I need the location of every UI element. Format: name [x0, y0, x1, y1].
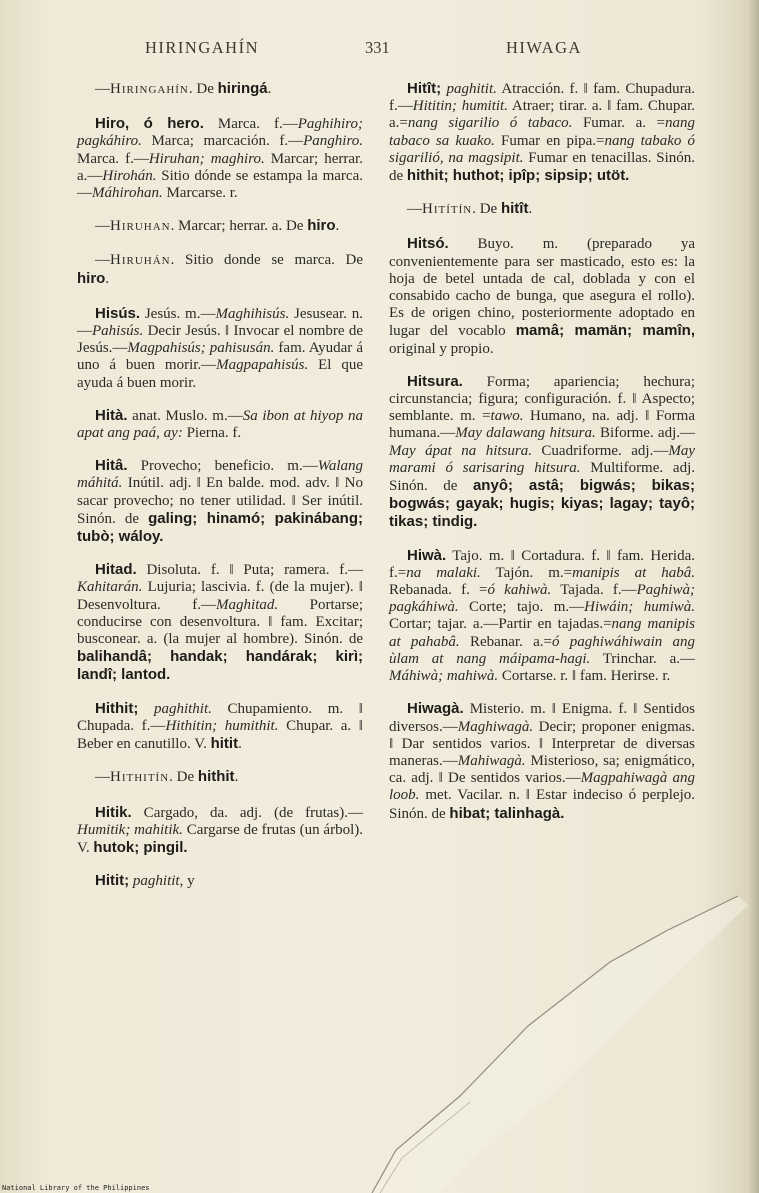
- tagalog-example: Magpahisús; pahisusán.: [127, 340, 275, 357]
- definition-text: Buyo. m. (preparado ya convenientemente para ser masticado, esto es: la hoja de betel untada de cal, doblada y con el consabido cacho de bunga, que asegura el rollo). Es de origen chino, posteriormente adoptado en lugar del vocablo: [389, 236, 695, 340]
- tagalog-example: na malaki.: [406, 564, 481, 581]
- definition-text: original y propio.: [389, 340, 494, 357]
- headword: Hiwagà.: [407, 700, 464, 718]
- headword: Hità.: [95, 406, 128, 424]
- derived-form: Hithitín: [110, 769, 170, 786]
- headword: galing; hinamó; pakinábang; tubò; wáloy.: [77, 509, 363, 546]
- tagalog-example: nang tabako ó sigarilió, na magsipit.: [389, 132, 696, 166]
- definition-text: Tajón. m.=: [480, 564, 573, 581]
- headword: Hitâ.: [95, 457, 128, 475]
- headword: Hitad.: [95, 561, 137, 579]
- headword: hiro: [77, 269, 106, 287]
- definition-text: Fumar en tenacillas. Sinón. de: [389, 149, 695, 185]
- definition-text: Corte; tajo. m.—: [458, 599, 585, 616]
- tagalog-example: paghithit.: [153, 700, 212, 717]
- definition-text: Tajada. f.—: [551, 582, 637, 599]
- definition-text: El que ayuda á buen morir.: [77, 357, 363, 391]
- definition-text: Decir; proponer enigmas. ‖ Dar sentidos varios. ‖ Interpretar de diversas maneras.—: [389, 718, 695, 769]
- definition-text: —: [95, 252, 110, 269]
- tagalog-example: Máhirohan.: [92, 185, 163, 202]
- definition-text: —: [95, 81, 110, 97]
- tagalog-example: Paghihiro; pagkáhiro.: [77, 116, 363, 150]
- tagalog-example: Humitik; mahitik.: [77, 821, 183, 838]
- tagalog-example: Maghitad.: [216, 596, 279, 613]
- headword: Hitsura.: [407, 372, 463, 390]
- tagalog-example: ó kahiwà.: [487, 582, 552, 599]
- tagalog-example: nang tabaco sa kuako.: [389, 115, 695, 149]
- tagalog-example: paghitit.: [446, 81, 497, 97]
- definition-text: .: [238, 736, 242, 753]
- definition-text: . Sitio donde se marca. De: [170, 252, 363, 269]
- tagalog-example: Hithitin; humithit.: [165, 717, 279, 734]
- definition-text: Lujuria; lascivia. f. (de la mujer). ‖ Desenvoltura. f.—: [77, 579, 363, 613]
- definition-text: Humano, na. adj. ‖ Forma humana.—: [389, 408, 695, 442]
- headword: Hitik.: [95, 803, 132, 821]
- definition-text: Inútil. adj. ‖ En balde. mod. adv. ‖ No sacar provecho; no tener utilidad. ‖ Ser inútil. Sinón. de: [77, 475, 363, 527]
- tagalog-example: Walang máhitá.: [77, 458, 363, 492]
- definition-text: Marca; marcación. f.—: [141, 133, 304, 150]
- definition-text: Provecho; beneficio. m.—: [127, 458, 318, 475]
- headword: hutok; pingil.: [93, 838, 188, 856]
- headword: Hisús.: [95, 304, 141, 322]
- definition-text: Cuadriforme. adj.—: [531, 442, 669, 459]
- scan-credit: National Library of the Philippines: [2, 1184, 150, 1192]
- tagalog-example: Hiruhan; maghiro.: [148, 150, 265, 167]
- derived-form: Hitítín: [422, 201, 473, 218]
- tagalog-example: Hititin; humitit.: [412, 98, 508, 115]
- definition-text: Cargado, da. adj. (de frutas).—: [131, 804, 363, 821]
- definition-text: —: [95, 218, 110, 235]
- definition-text: Jesusear. n.—: [77, 305, 363, 340]
- definition-text: Multiforme. adj. Sinón. de: [389, 459, 695, 495]
- definition-text: Chupar. a. ‖ Beber en canutillo. V.: [77, 717, 363, 753]
- running-head-right: HIWAGA: [506, 38, 582, 57]
- running-head-left: HIRINGAHÍN: [145, 38, 259, 57]
- headword: Hithit;: [95, 699, 139, 717]
- definition-text: Biforme. adj.—: [595, 425, 695, 442]
- definition-text: Sitio dónde se estampa la marca.—: [77, 167, 363, 202]
- definition-text: —: [95, 769, 110, 786]
- tagalog-example: May ápat na hitsura.: [389, 442, 532, 459]
- definition-text: Atracción. f. ‖ fam. Chupadura. f.—: [389, 81, 695, 115]
- definition-text: . Marcar; herrar. a. De: [170, 218, 308, 235]
- headword: hiro: [307, 217, 336, 235]
- headword: Hitit;: [95, 872, 130, 890]
- definition-text: Jesús. m.—: [140, 305, 216, 322]
- definition-text: Marcar; herrar. a.—: [77, 150, 363, 184]
- derived-form: Hiringahín: [110, 81, 189, 97]
- tagalog-example: nang manipis at pahabâ.: [389, 616, 695, 650]
- tagalog-example: Magpahiwagà ang loob.: [389, 770, 695, 804]
- definition-text: Cortar; tajar. a.—Partir en tajadas.=: [389, 616, 612, 633]
- definition-text: Rebanar. a.=: [459, 633, 552, 650]
- definition-text: Misterioso, sa; enigmático, ca. adj. ‖ De sentidos varios.—: [389, 752, 695, 787]
- derived-form: Hiruhán: [110, 252, 171, 269]
- tagalog-example: Hirohán.: [102, 167, 157, 184]
- definition-text: Pierna. f.: [182, 425, 242, 442]
- definition-text: .: [105, 270, 110, 287]
- definition-text: anat. Muslo. m.—: [127, 407, 243, 424]
- definition-text: Rebanada. f. =: [389, 582, 488, 599]
- headword: mamâ; mamän; mamîn,: [515, 322, 695, 340]
- definition-text: Marcarse. r.: [162, 185, 238, 202]
- headword: Hiwà.: [407, 546, 447, 564]
- definition-text: Fumar en pipa.=: [494, 132, 605, 149]
- definition-text: Fumar. a. =: [572, 115, 665, 132]
- definition-text: .: [267, 81, 272, 97]
- tagalog-example: Magpapahisús.: [216, 357, 309, 374]
- definition-text: Disoluta. f. ‖ Puta; ramera. f.—: [136, 562, 363, 579]
- derived-form: Hiruhan: [110, 218, 171, 235]
- definition-text: —: [407, 201, 422, 218]
- tagalog-example: paghitit: [132, 873, 180, 890]
- definition-text: met. Vacilar. n. ‖ Estar indeciso ó perplejo. Sinón. de: [389, 787, 695, 822]
- tagalog-example: manipis at habâ.: [572, 564, 696, 581]
- page-number: 331: [365, 38, 390, 57]
- headword: anyô; astâ; bigwás; bikas; bogwás; gayak; hugis; kiyas; lagay; tayô; tikas; tindig.: [389, 477, 696, 531]
- definition-text: Portarse; conducirse con desenvoltura. ‖ fam. Excitar; busconear. a. (la mujer al hombre). Sinón. de: [77, 596, 363, 648]
- tagalog-example: Panghiro.: [303, 133, 363, 150]
- tagalog-example: May marami ó sarisaring hitsura.: [389, 442, 695, 476]
- definition-text: Trinchar. a.—: [590, 650, 695, 667]
- tagalog-example: Sa ibon at hiyop na apat ang paá, ay:: [77, 407, 363, 442]
- headword: Hitît;: [407, 80, 442, 97]
- definition-text: Atraer; tirar. a. ‖ fam. Chupar. a.=: [389, 98, 696, 132]
- definition-text: Forma; apariencia; hechura; circunstancia; figura; configuración. f. ‖ Aspecto; semblante. m. =: [389, 373, 695, 425]
- tagalog-example: May dalawang hitsura.: [455, 425, 596, 442]
- definition-text: Cortarse. r. ‖ fam. Herirse. r.: [498, 668, 671, 685]
- headword: hibat; talinhagà.: [449, 804, 565, 822]
- headword: hitit: [210, 735, 239, 753]
- definition-text: . De: [472, 201, 501, 218]
- definition-text: fam. Ayudar á uno á buen morir.—: [77, 340, 363, 374]
- tagalog-example: Maghihisús.: [215, 305, 290, 322]
- tagalog-example: ó paghiwáhiwain ang ùlam at nang máipama-hagi.: [389, 633, 696, 667]
- headword: Hitsó.: [407, 235, 449, 253]
- tagalog-example: Pahisús.: [92, 323, 144, 340]
- definition-text: . De: [169, 769, 198, 786]
- headword: hithit: [197, 768, 235, 786]
- definition-text: Marca. f.—: [203, 116, 298, 133]
- tagalog-example: Kahitarán.: [77, 579, 143, 596]
- definition-text: Cargarse de frutas (un árbol). V.: [77, 821, 363, 856]
- tagalog-example: tawo.: [490, 408, 524, 425]
- headword: hitît: [500, 200, 529, 218]
- tagalog-example: Maghiwagà.: [457, 718, 534, 735]
- headword: Hiro, ó hero.: [95, 115, 204, 133]
- headword: hithit; huthot; ipîp; sipsip; utöt.: [406, 167, 630, 185]
- headword: balihandâ; handak; handárak; kirì; landî; lantod.: [77, 648, 363, 684]
- definition-text: , y: [179, 873, 195, 890]
- tagalog-example: Hiwáin; humiwà.: [584, 599, 695, 616]
- definition-text: .: [528, 201, 533, 218]
- definition-text: Decir Jesús. ‖ Invocar el nombre de Jesús.—: [77, 323, 363, 357]
- definition-text: .: [335, 218, 340, 235]
- tagalog-example: Paghiwà; pagkáhiwà.: [389, 582, 695, 616]
- tagalog-example: nang sigarilio ó tabaco.: [407, 115, 573, 132]
- definition-text: .: [234, 769, 239, 786]
- definition-text: Chupamiento. m. ‖ Chupada. f.—: [77, 700, 364, 734]
- tagalog-example: Máhiwà; mahiwà.: [389, 668, 499, 685]
- headword: hiringá: [217, 80, 268, 97]
- definition-text: Misterio. m. ‖ Enigma. f. ‖ Sentidos diversos.—: [389, 701, 695, 735]
- definition-text: Marca. f.—: [77, 150, 149, 167]
- definition-text: Tajo. m. ‖ Cortadura. f. ‖ fam. Herida. f.=: [389, 547, 695, 581]
- tagalog-example: Mahiwagà.: [457, 752, 526, 769]
- definition-text: . De: [188, 81, 218, 97]
